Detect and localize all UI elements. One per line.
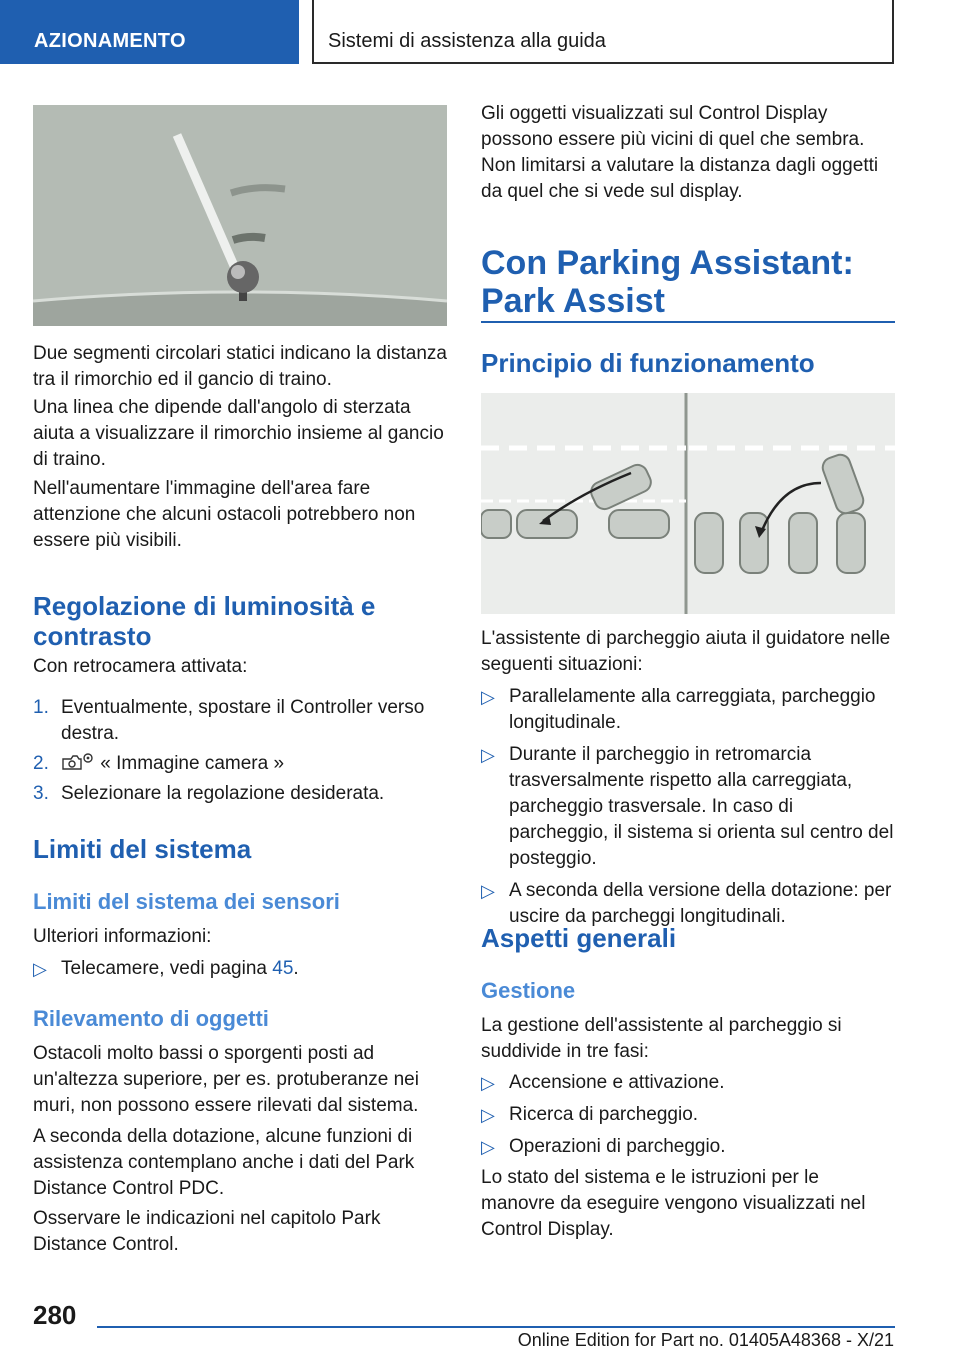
bullet-icon: ▷ bbox=[33, 959, 47, 979]
list-item-text: Ricerca di parcheggio. bbox=[509, 1104, 699, 1125]
section-heading: Principio di funzionamento bbox=[481, 348, 815, 378]
list-item bbox=[481, 684, 895, 736]
paragraph: Ulteriori informazioni: bbox=[33, 926, 212, 947]
bullet-icon: ▷ bbox=[481, 745, 495, 765]
list-item bbox=[33, 781, 447, 807]
list-item bbox=[481, 1134, 895, 1160]
step-number: 1. bbox=[33, 697, 49, 718]
paragraph: Lo stato del sistema e le istruzioni per le manovre da eseguire vengono visualizzati nel Control Display. bbox=[481, 1167, 866, 1240]
list-item-text: . bbox=[293, 958, 299, 979]
paragraph: Una linea che dipende dall'angolo di sterzata aiuta a visualizzare il rimorchio insieme al gancio di traino. bbox=[33, 397, 444, 470]
section-heading: Regolazione di luminosità e contrasto bbox=[33, 591, 376, 651]
bullet-icon: ▷ bbox=[481, 1105, 495, 1125]
list-item-text: Operazioni di parcheggio. bbox=[509, 1136, 726, 1157]
paragraph: L'assistente di parcheggio aiuta il guidatore nelle seguenti situazioni: bbox=[481, 628, 891, 675]
list-item-text: Telecamere, vedi pagina bbox=[61, 958, 273, 979]
bullet-icon: ▷ bbox=[481, 1073, 495, 1093]
paragraph: Con retrocamera attivata: bbox=[33, 656, 248, 677]
bullet-icon: ▷ bbox=[481, 687, 495, 707]
list-item bbox=[33, 956, 447, 982]
section-heading: Aspetti generali bbox=[481, 923, 677, 953]
list-item bbox=[33, 695, 447, 747]
camera-settings-icon bbox=[61, 751, 95, 773]
paragraph: Nell'aumentare l'immagine dell'area fare attenzione che alcuni ostacoli potrebbero non essere più visibili. bbox=[33, 478, 416, 551]
page-number: 280 bbox=[33, 1300, 77, 1330]
steps-list bbox=[33, 695, 447, 807]
heading-rule bbox=[481, 321, 895, 323]
list-item bbox=[481, 1102, 895, 1128]
list-item-text: Durante il parcheggio in retromarcia trasversalmente rispetto alla carreggiata, parcheggio trasversale. In caso di parcheggio, il sistema si orienta sul centro del posteggio. bbox=[509, 744, 894, 869]
paragraph: Due segmenti circolari statici indicano la distanza tra il rimorchio ed il gancio di traino. bbox=[33, 343, 447, 390]
chapter-title: Sistemi di assistenza alla guida bbox=[328, 30, 606, 52]
footer-edition: Online Edition for Part no. 01405A48368 - X/21 bbox=[517, 1330, 894, 1350]
bullet-icon: ▷ bbox=[481, 1137, 495, 1157]
phases-list bbox=[481, 1070, 895, 1160]
parking-illustration bbox=[481, 393, 895, 614]
paragraph: Gli oggetti visualizzati sul Control Display possono essere più vicini di quel che sembra. Non limitarsi a valutare la distanza dagli oggetti da quel che si vede sul display. bbox=[481, 103, 879, 202]
list-item-text: Accensione e attivazione. bbox=[509, 1072, 725, 1093]
page-link[interactable]: 45 bbox=[272, 958, 294, 979]
paragraph: Ostacoli molto bassi o sporgenti posti ad un'altezza superiore, per es. protuberanze nei muri, non possono essere rilevati dal sistema. bbox=[33, 1043, 419, 1116]
paragraph: Osservare le indicazioni nel capitolo Park Distance Control. bbox=[33, 1208, 381, 1255]
step-number: 3. bbox=[33, 783, 49, 804]
step-text: Selezionare la regolazione desiderata. bbox=[61, 783, 385, 804]
bullet-icon: ▷ bbox=[481, 881, 495, 901]
list-item-text: A seconda della versione della dotazione: per uscire da parcheggi longitudinali. bbox=[509, 880, 892, 927]
list-item bbox=[33, 751, 447, 777]
section-heading: Limiti del sistema bbox=[33, 834, 252, 864]
section-title: AZIONAMENTO bbox=[34, 30, 186, 52]
subsection-heading: Gestione bbox=[481, 978, 576, 1003]
step-number: 2. bbox=[33, 753, 49, 774]
situations-list bbox=[481, 684, 895, 930]
step-text: « Immagine camera » bbox=[100, 753, 285, 774]
paragraph: La gestione dell'assistente al parcheggio si suddivide in tre fasi: bbox=[481, 1015, 842, 1062]
subsection-heading: Rilevamento di oggetti bbox=[33, 1006, 269, 1031]
list-item-text: Parallelamente alla carreggiata, parcheggio longitudinale. bbox=[509, 686, 876, 733]
subsection-heading: Limiti del sistema dei sensori bbox=[33, 889, 340, 914]
trailer-camera-image bbox=[33, 105, 447, 326]
footer-rule bbox=[97, 1326, 895, 1328]
chapter-heading: Con Parking Assistant: Park Assist bbox=[481, 244, 854, 320]
paragraph: A seconda della dotazione, alcune funzioni di assistenza contemplano anche i dati del Park Distance Control PDC. bbox=[33, 1126, 415, 1199]
step-text: Eventualmente, spostare il Controller verso destra. bbox=[61, 697, 425, 744]
list-item bbox=[481, 1070, 895, 1096]
list-item bbox=[481, 742, 895, 872]
